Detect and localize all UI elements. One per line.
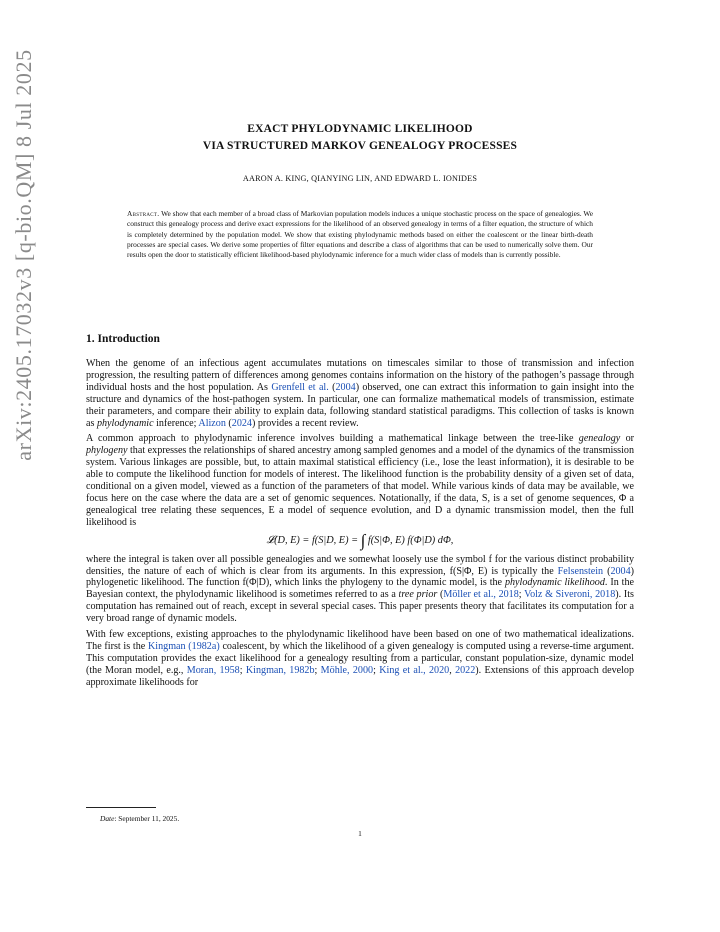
abstract-text: We show that each member of a broad class of Markovian population models induces a unique stochastic process on the space of genealogies. We construct this genealogy process and derive exact expressions for the likelihood of an observed genealogy in terms of a filter equation, the structure of which is completely determined by the population model. We show that existing phylodynamic methods based on either the coalescent or the linear birth-death processes are special cases. We derive some properties of filter equations and describe a class of algorithms that can be used to numerically solve them. Our results open the door to statistically efficient likelihood-based phylodynamic inference for a much wider class of models than is currently possible. [127, 209, 593, 260]
abstract [127, 209, 593, 260]
arxiv-id-text: arXiv:2405.17032v3 [q-bio.QM] 8 Jul 2025 [11, 49, 36, 461]
abstract-label: Abstract. [127, 209, 160, 218]
date-footnote [100, 814, 179, 823]
citation-link[interactable]: Felsenstein [557, 565, 604, 577]
title-line-1: EXACT PHYLODYNAMIC LIKELIHOOD [247, 123, 473, 135]
citation-link[interactable]: Möller et al., 2018 [443, 589, 519, 601]
integral-sign: ∫ [360, 530, 366, 550]
title-line-2: VIA STRUCTURED MARKOV GENEALOGY PROCESSES [202, 140, 518, 152]
paragraph-4: With few exceptions, existing approaches to the phylodynamic likelihood have been based on one of two mathematical idealizations. The first is the Kingman (1982a) coalescent, by which the likelihood of a given genealogy is computed using a reverse-time argument. This computation provides the exact likelihood for a genealogy resulting from a particular, constant population-size, dynamic model (the Moran model, e.g., Moran, 1958; Kingman, 1982b; Möhle, 2000; King et al., 2020, 2022). Extensions of this approach develop approximate likelihoods for [86, 629, 635, 688]
citation-link[interactable]: Möhle, 2000 [320, 664, 374, 676]
paragraph-1: When the genome of an infectious agent accumulates mutations on timescales similar to those of transmission and infection progression, the resulting pattern of differences among genomes contains information on the history of the pathogen’s passage through individual hosts and the host population. As Grenfell et al. (2004) observed, one can extract this information to gain insight into the structure and dynamics of the host-pathogen system. In particular, one can formalize mathematical models of transmission, estimate their parameters, and compare their ability to explain data, following standard statistical paradigms. This collection of tasks is known as phylodynamic inference; Alizon (2024) provides a recent review. [86, 358, 634, 429]
paragraph-2: A common approach to phylodynamic inference involves building a mathematical linkage between the tree-like genealogy or phylogeny that expresses the relationships of shared ancestry among sampled genomes and a model of the dynamics of the transmission system. Various linkages are possible, but, to attain maximal statistical efficiency (i.e., lose the least information), it is desirable to be able to compute the likelihood function for models of interest. The likelihood function is the probability density of a given set of data, conditional on a given model, viewed as a function of the parameters of that model. While various kinds of data may be available, we focus here on the case where the data are a set of genomic sequences. Notationally, if the data, S, is a set of genome sequences, Φ a genealogical tree relating these sequences, E a model of sequence evolution, and D a dynamic transmission model, then the full likelihood is [86, 433, 635, 528]
footnote-rule [86, 807, 156, 808]
citation-link[interactable]: Alizon [198, 417, 226, 429]
footnote-date: : September 11, 2025. [114, 814, 180, 823]
citation-link[interactable]: Volz & Siveroni, 2018 [524, 589, 616, 601]
likelihood-equation: 𝓛(D, E) = f(S|D, E) = ∫ f(S|Φ, E) f(Φ|D) dΦ, [266, 530, 454, 550]
footnote-label: Date [100, 814, 115, 823]
paragraph-3: where the integral is taken over all possible genealogies and we somewhat loosely use the symbol f for the various distinct probability densities, the nature of each of which is clear from its arguments. In this expression, f(S|Φ, E) is typically the Felsenstein (2004) phylogenetic likelihood. The function f(Φ|D), which links the phylogeny to the dynamic model, is the phylodynamic likelihood. In the Bayesian context, the phylodynamic likelihood is sometimes referred to as a tree prior (Möller et al., 2018; Volz & Siveroni, 2018). Its computation has remained out of reach, except in several special cases. This paper presents theory that facilitates its computation for a very broad range of dynamic models. [86, 553, 634, 625]
citation-link[interactable]: King et al., 2020 [379, 664, 450, 676]
author-list: AARON A. KING, QIANYING LIN, AND EDWARD L. IONIDES [242, 174, 478, 183]
citation-link[interactable]: 2004 [335, 381, 356, 393]
citation-link[interactable]: Kingman, 1982b [245, 664, 315, 676]
paper-title [0, 121, 720, 155]
citation-link[interactable]: Moran, 1958 [186, 664, 240, 676]
body-text [86, 358, 634, 693]
citation-link[interactable]: Kingman (1982a) [148, 640, 220, 652]
citation-link[interactable]: 2022 [455, 664, 476, 676]
citation-link[interactable]: 2024 [231, 417, 252, 429]
citation-link[interactable]: Grenfell et al. [271, 381, 329, 393]
page-number: 1 [358, 829, 362, 838]
citation-link[interactable]: 2004 [610, 565, 631, 577]
section-heading: 1. Introduction [86, 333, 160, 345]
